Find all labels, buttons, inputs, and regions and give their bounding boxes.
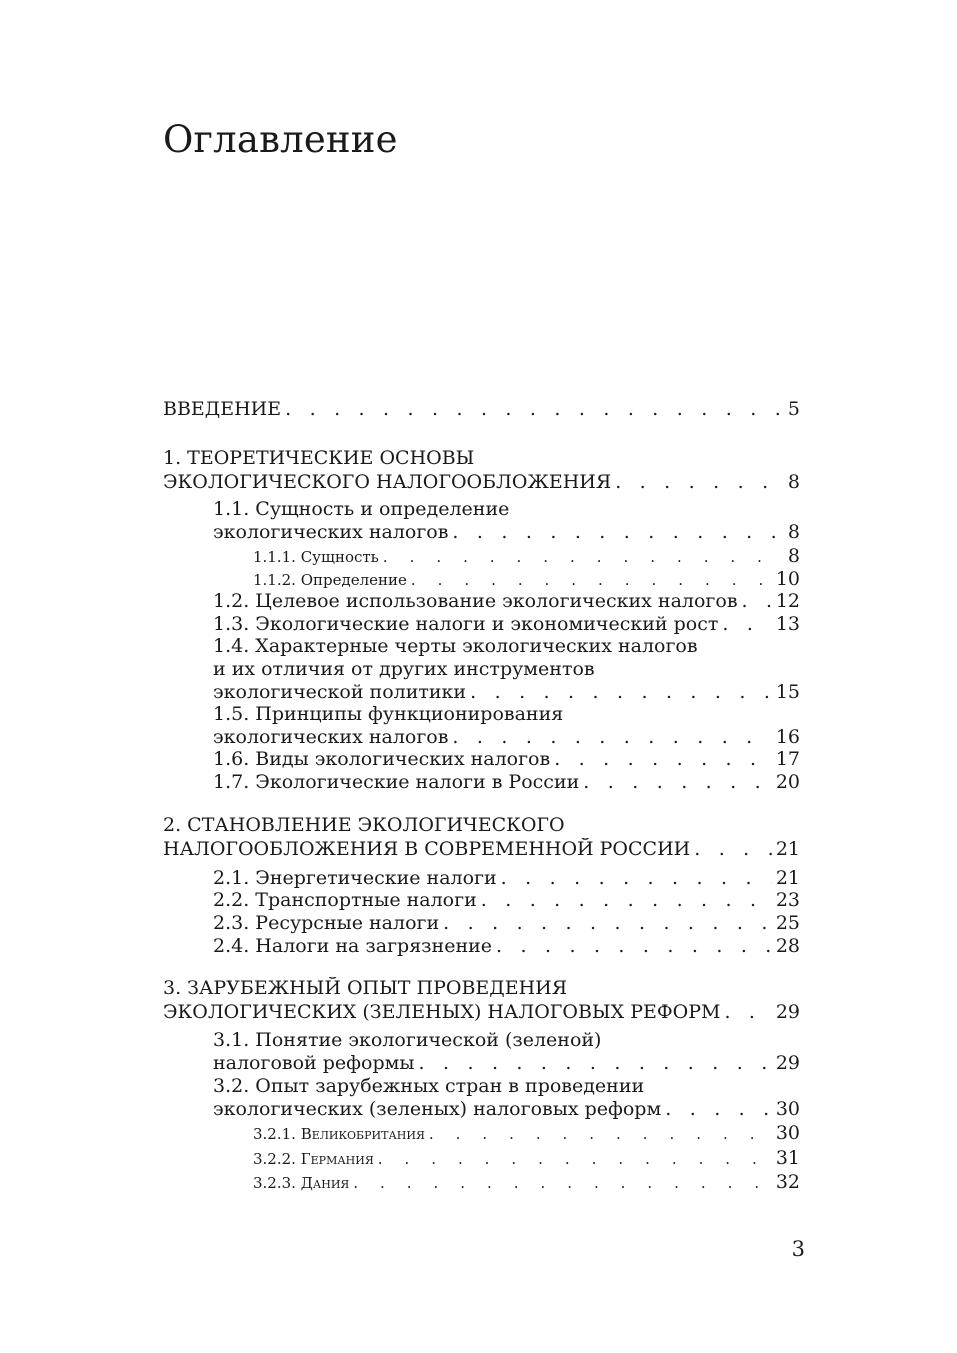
toc-entry-label: НАЛОГООБЛОЖЕНИЯ В СОВРЕМЕННОЙ РОССИИ: [163, 838, 691, 860]
toc-entry-chapter-2-line1[interactable]: [163, 814, 800, 836]
toc-entry-label: 2.2. Транспортные налоги: [213, 889, 477, 911]
toc-entry-2-3[interactable]: [213, 912, 800, 934]
toc-entry-2-2[interactable]: [213, 889, 800, 911]
toc-entry-label: 1.6. Виды экологических налогов: [213, 748, 551, 770]
toc-page-number: 8: [787, 471, 800, 493]
toc-entry-label: 1.2. Целевое использование экологических налогов: [213, 590, 738, 612]
toc-entry-1-1[interactable]: [213, 521, 800, 543]
toc-entry-label: экологических налогов: [213, 521, 449, 543]
toc-entry-label: 3.2.2. Германия: [253, 1150, 374, 1168]
toc-page-number: 30: [775, 1122, 800, 1144]
dot-leader: [742, 590, 772, 612]
toc-page-number: 8: [787, 545, 800, 567]
toc-page-number: 25: [775, 912, 800, 934]
toc-entry-label: 2.1. Энергетические налоги: [213, 867, 497, 889]
toc-page-number: 32: [775, 1171, 800, 1193]
toc-entry-label: ЭКОЛОГИЧЕСКОГО НАЛОГООБЛОЖЕНИЯ: [163, 471, 612, 493]
toc-entry-label: 1. ТЕОРЕТИЧЕСКИЕ ОСНОВЫ: [163, 447, 475, 469]
toc-entry-chapter-1[interactable]: [163, 471, 800, 493]
toc-entry-label: 1.4. Характерные черты экологических налогов: [213, 635, 698, 657]
dot-leader: [353, 1174, 772, 1192]
toc-page-number: 28: [775, 935, 800, 957]
toc-entry-1-1-line1[interactable]: [213, 498, 800, 520]
toc-entry-1-5-line1[interactable]: [213, 703, 800, 725]
toc-entry-label: 2.4. Налоги на загрязнение: [213, 935, 493, 957]
dot-leader: [429, 1125, 772, 1143]
dot-leader: [724, 1001, 771, 1023]
dot-leader: [481, 889, 772, 911]
toc-entry-3-2[interactable]: [213, 1098, 800, 1120]
toc-entry-label: 1.1.1. Сущность: [253, 548, 379, 566]
toc-entry-1-1-2[interactable]: [253, 568, 800, 590]
toc-entry-chapter-2[interactable]: [163, 838, 800, 860]
dot-leader: [694, 838, 772, 860]
dot-leader: [443, 912, 772, 934]
toc-page-number: 10: [775, 568, 800, 590]
dot-leader: [554, 748, 772, 770]
toc-entry-label: 3.2.1. Великобритания: [253, 1125, 425, 1143]
dot-leader: [501, 867, 772, 889]
toc-entry-3-2-1[interactable]: [253, 1122, 800, 1144]
toc-entry-label: и их отличия от других инструментов: [213, 658, 595, 680]
dot-leader: [470, 681, 772, 703]
toc-page-number: 21: [775, 838, 800, 860]
toc-entry-label: ЭКОЛОГИЧЕСКИХ (ЗЕЛЕНЫХ) НАЛОГОВЫХ РЕФОРМ: [163, 1001, 721, 1023]
toc-page-number: 12: [775, 590, 800, 612]
toc-entry-label: налоговой реформы: [213, 1052, 415, 1074]
toc-page-number: 5: [787, 398, 800, 420]
dot-leader: [383, 548, 784, 566]
toc-page-number: 29: [775, 1052, 800, 1074]
dot-leader: [419, 1052, 772, 1074]
toc-entry-3-2-2[interactable]: [253, 1147, 800, 1169]
toc-entry-1-1-1[interactable]: [253, 545, 800, 567]
dot-leader: [496, 935, 772, 957]
dot-leader: [285, 398, 784, 420]
toc-entry-intro[interactable]: [163, 398, 800, 420]
toc-entry-label: экологических (зеленых) налоговых реформ: [213, 1098, 662, 1120]
toc-entry-2-1[interactable]: [213, 867, 800, 889]
toc-entry-chapter-3-line1[interactable]: [163, 977, 800, 999]
toc-page-number: 17: [775, 748, 800, 770]
toc-entry-1-6[interactable]: [213, 748, 800, 770]
toc-entry-3-2-3[interactable]: [253, 1171, 800, 1193]
toc-page-number: 16: [775, 726, 800, 748]
toc-entry-label: 1.1. Сущность и определение: [213, 498, 510, 520]
toc-entry-label: 1.7. Экологические налоги в России: [213, 771, 580, 793]
toc-entry-label: 3. ЗАРУБЕЖНЫЙ ОПЫТ ПРОВЕДЕНИЯ: [163, 977, 568, 999]
dot-leader: [411, 571, 772, 589]
toc-entry-1-4-line1[interactable]: [213, 635, 800, 657]
dot-leader: [452, 521, 783, 543]
toc-entry-label: 2.3. Ресурсные налоги: [213, 912, 440, 934]
toc-entry-label: экологических налогов: [213, 726, 449, 748]
toc-page-number: 13: [775, 613, 800, 635]
toc-page-number: 8: [787, 521, 800, 543]
dot-leader: [615, 471, 784, 493]
toc-entry-label: экологической политики: [213, 681, 467, 703]
toc-page-number: 20: [775, 771, 800, 793]
toc-entry-3-2-line1[interactable]: [213, 1075, 800, 1097]
toc-entry-label: 1.5. Принципы функционирования: [213, 703, 564, 725]
toc-entry-label: 3.2. Опыт зарубежных стран в проведении: [213, 1075, 645, 1097]
dot-leader: [665, 1098, 772, 1120]
dot-leader: [378, 1150, 772, 1168]
toc-entry-chapter-3[interactable]: [163, 1001, 800, 1023]
toc-page-number: 15: [775, 681, 800, 703]
toc-entry-3-1-line1[interactable]: [213, 1029, 800, 1051]
toc-entry-label: 3.1. Понятие экологической (зеленой): [213, 1029, 602, 1051]
toc-entry-1-5[interactable]: [213, 726, 800, 748]
toc-page-number: 31: [775, 1147, 800, 1169]
toc-entry-1-7[interactable]: [213, 771, 800, 793]
toc-page-number: 21: [775, 867, 800, 889]
toc-entry-label: 3.2.3. Дания: [253, 1174, 350, 1192]
page-number: 3: [791, 1237, 805, 1261]
toc-entry-label: 2. СТАНОВЛЕНИЕ ЭКОЛОГИЧЕСКОГО: [163, 814, 565, 836]
toc-entry-1-4[interactable]: [213, 681, 800, 703]
dot-leader: [722, 613, 771, 635]
toc-entry-3-1[interactable]: [213, 1052, 800, 1074]
toc-entry-label: 1.1.2. Определение: [253, 571, 407, 589]
toc-page-number: 30: [775, 1098, 800, 1120]
toc-entry-label: ВВЕДЕНИЕ: [163, 398, 282, 420]
toc-entry-chapter-1-line1[interactable]: [163, 447, 800, 469]
dot-leader: [452, 726, 771, 748]
page-title: Оглавление: [163, 118, 398, 161]
toc-entry-1-2[interactable]: [213, 590, 800, 612]
toc-page-number: 29: [775, 1001, 800, 1023]
toc-entry-1-3[interactable]: [213, 613, 800, 635]
toc-entry-2-4[interactable]: [213, 935, 800, 957]
toc-entry-1-4-line2[interactable]: [213, 658, 800, 680]
toc-entry-label: 1.3. Экологические налоги и экономический рост: [213, 613, 719, 635]
toc-page-number: 23: [775, 889, 800, 911]
dot-leader: [583, 771, 772, 793]
